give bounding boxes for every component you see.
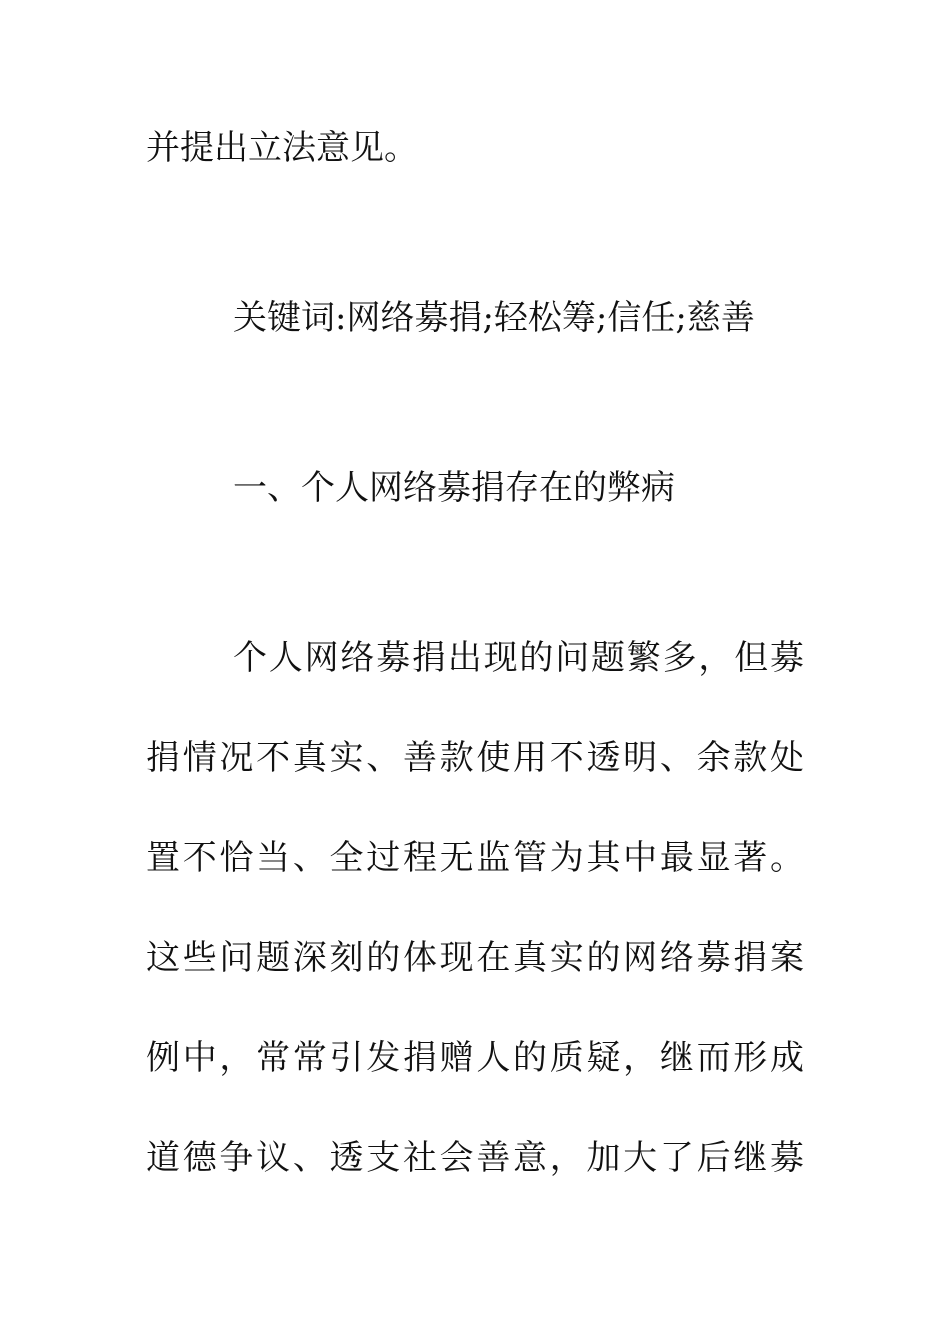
keywords-line: 关键词:网络募捐;轻松筹;信任;慈善 [233,298,755,338]
section-heading: 一、个人网络募捐存在的弊病 [233,468,675,508]
paragraph-line-5: 例中，常常引发捐赠人的质疑，继而形成 [146,1038,804,1078]
paragraph-line-2: 捐情况不真实、善款使用不透明、余款处 [146,738,804,778]
intro-tail-text: 并提出立法意见。 [146,128,418,168]
paragraph-line-6: 道德争议、透支社会善意，加大了后继募 [146,1138,804,1178]
paragraph-line-3: 置不恰当、全过程无监管为其中最显著。 [146,838,804,878]
paragraph-line-1: 个人网络募捐出现的问题繁多，但募 [233,638,804,678]
paragraph-line-4: 这些问题深刻的体现在真实的网络募捐案 [146,938,804,978]
